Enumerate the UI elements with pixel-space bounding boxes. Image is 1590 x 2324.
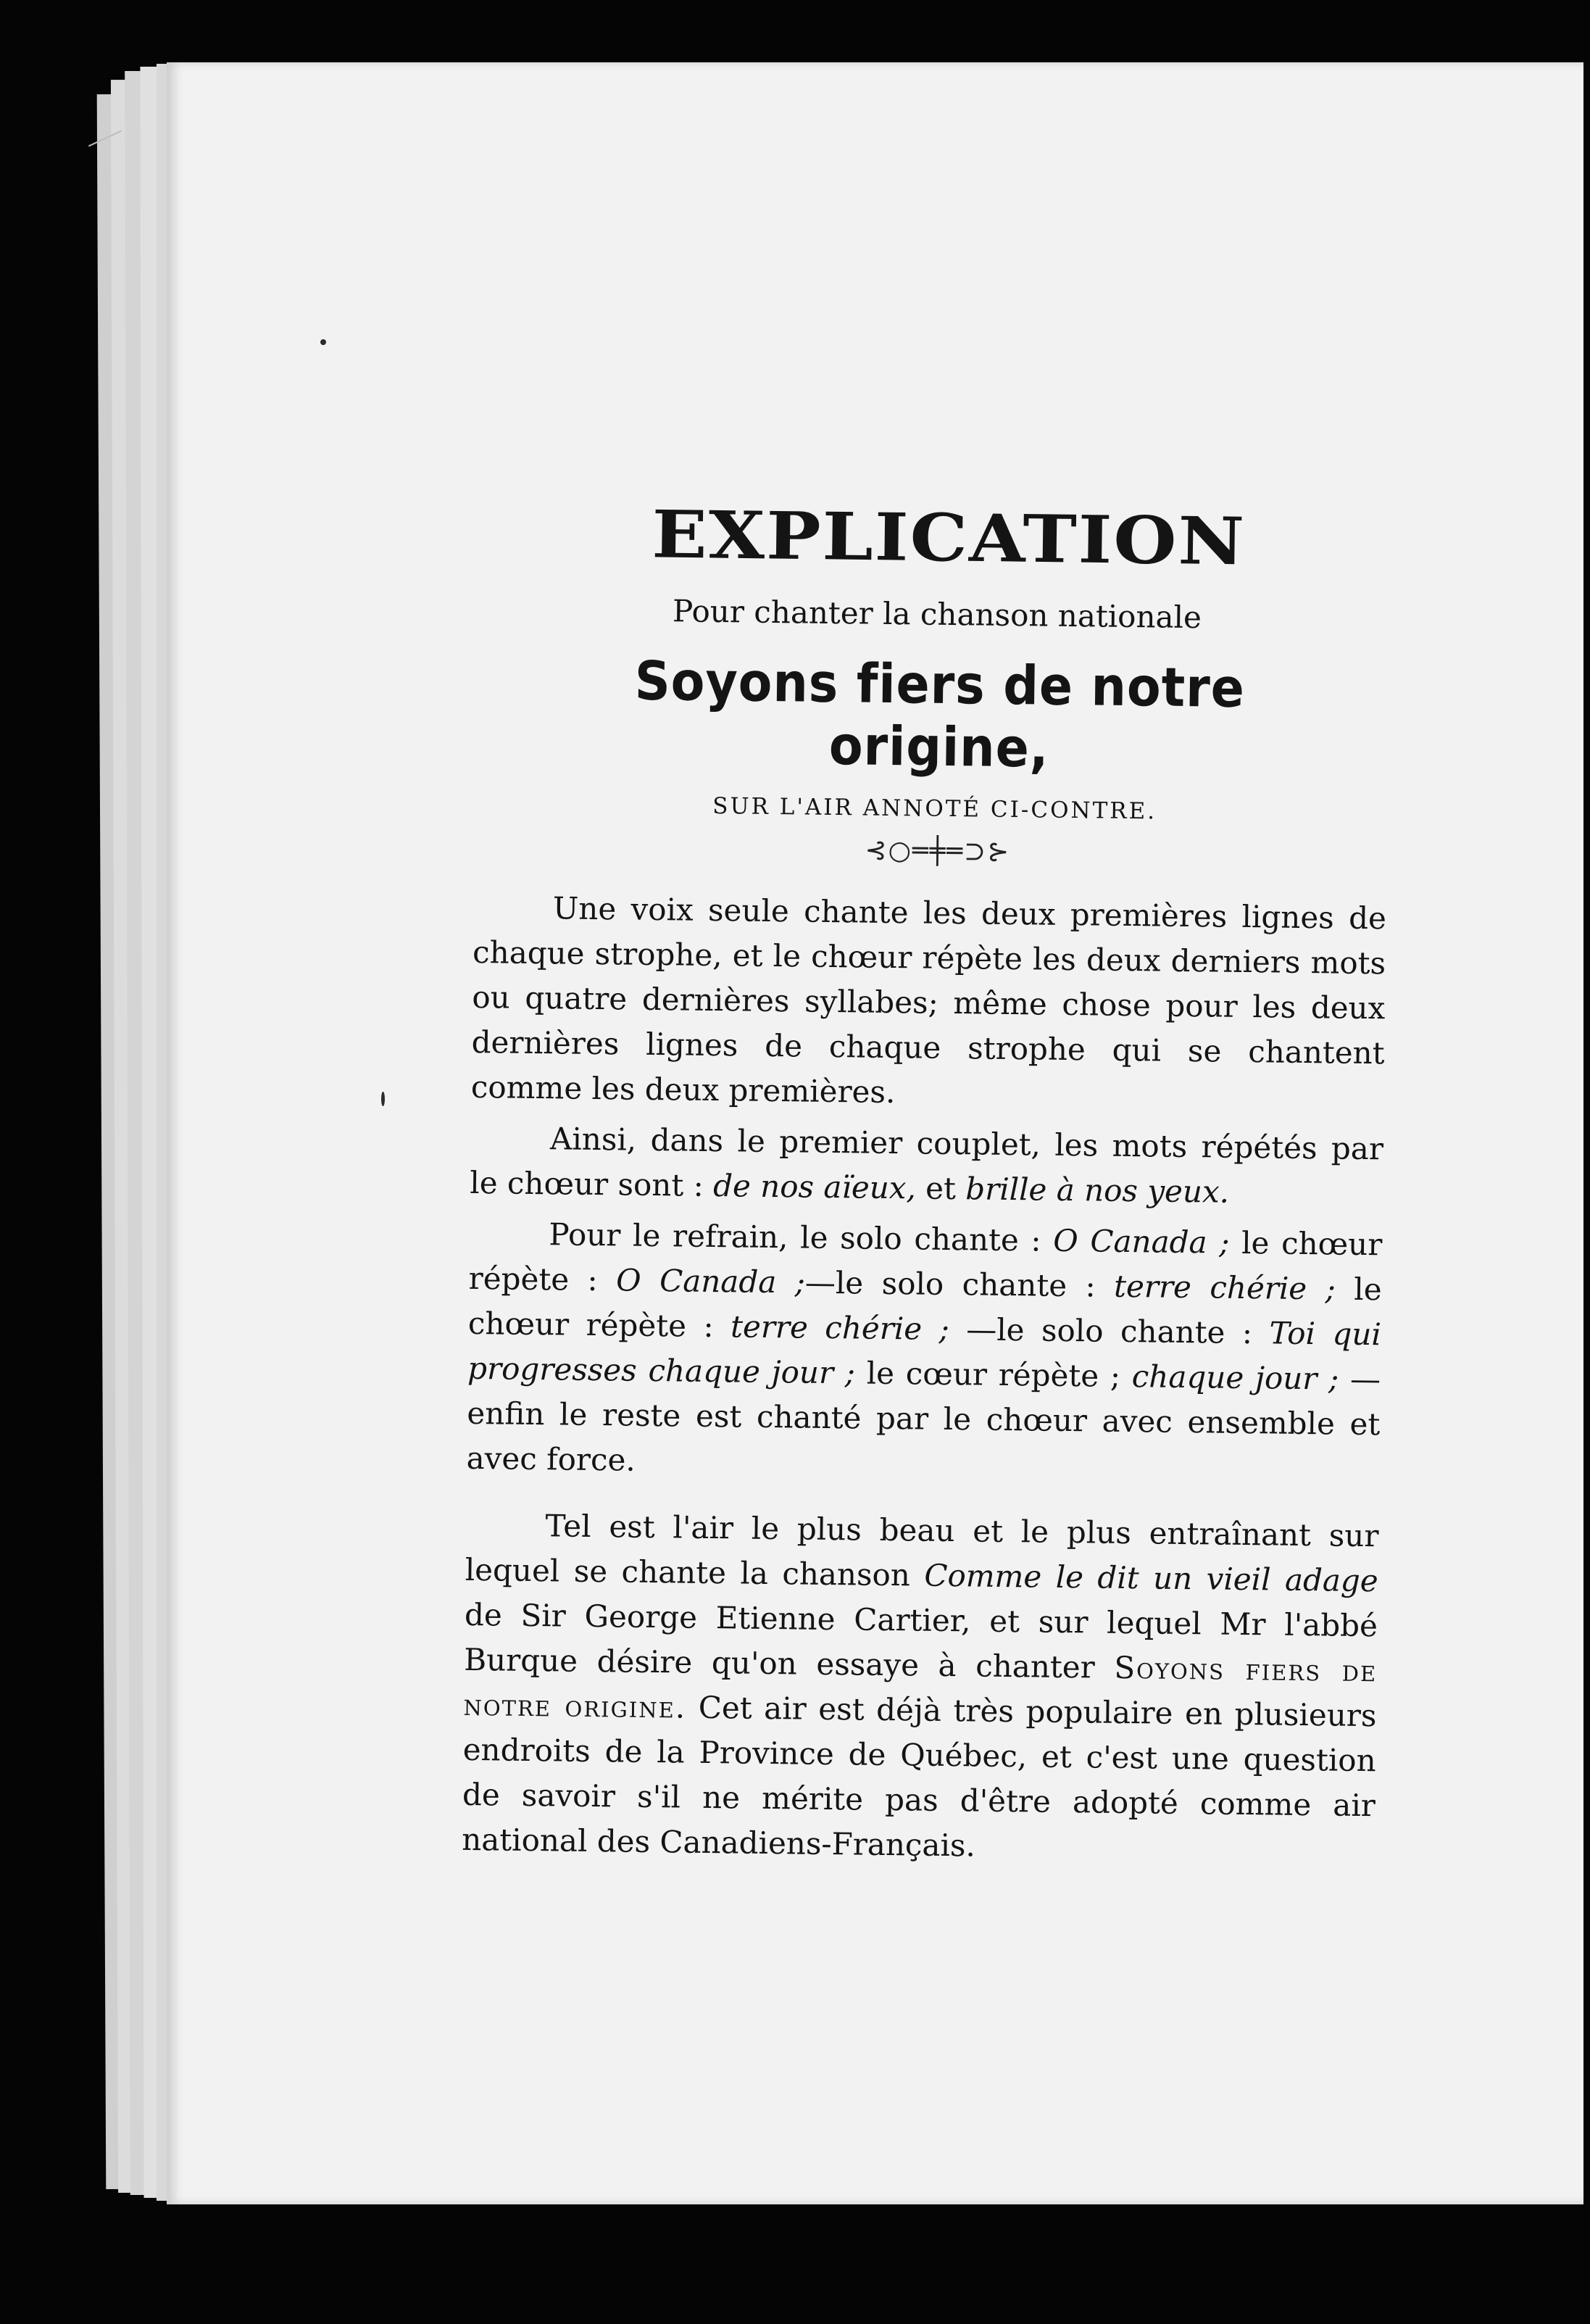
song-title: Soyons fiers de notre origine, [634,650,1246,780]
paragraph-3 [466,1211,1382,1492]
text-segment: brille à nos yeux. [965,1171,1230,1210]
text-segment: le cœur répète ; [854,1355,1133,1395]
text-segment: Soyons fiers de notre origine. [463,1649,1378,1725]
text-segment: de nos aïeux, [712,1168,917,1206]
paragraph-1 [471,885,1387,1121]
text-segment: O Canada ; [615,1262,806,1300]
text-segment: le chœur répète : [467,1271,1382,1345]
text-segment: terre chérie ; [1113,1268,1336,1307]
ornament-divider: ⊰○═╪═⊃⊱ [865,835,1011,868]
text-segment: —enfin le reste est chanté par le chœur avec ensemble et avec force. [466,1361,1381,1478]
paragraph-2 [470,1116,1383,1216]
paragraph-4 [462,1503,1379,1873]
text-segment: Tel est l'air le plus beau et le plus entraînant sur lequel se chante la chanson [465,1508,1379,1593]
text-segment: Cet air est déjà très populaire en plusieurs endroits de la Province de Québec, et c'est une question de savoir s'il ne mérite pas d'être adopté comme air national des Canadiens-Français. [461,1689,1377,1864]
text-segment: Comme le dit un vieil adage [924,1557,1379,1599]
text-segment: O Canada ; [1053,1222,1230,1261]
text-segment: —le solo chante : [804,1264,1115,1304]
document-content [462,489,1391,1879]
text-segment: Ainsi, dans le premier couplet, les mots répétés par le chœur sont : [470,1121,1384,1204]
text-segment: le chœur répète : [468,1224,1383,1298]
subtitle: Pour chanter la chanson nationale [672,593,1202,636]
page-title: EXPLICATION [651,495,1246,581]
text-segment: Une voix seule chante les deux premières lignes de chaque strophe, et le chœur répète les deux derniers mots ou quatre dernières syllabes; même chose pour les deux dernières lignes de chaque strophe qui se chantent comme les deux premières. [470,890,1387,1111]
air-line: SUR L'AIR ANNOTÉ CI-CONTRE. [712,792,1157,825]
text-segment: Toi qui progresses chaque jour ; [467,1315,1382,1391]
speck [381,1092,385,1106]
text-segment: —le solo chante : [949,1311,1270,1351]
text-segment: et [915,1170,966,1207]
text-segment: terre chérie ; [730,1308,950,1348]
text-segment: de Sir George Etienne Cartier, et sur lequel Mr l'abbé Burque désire qu'on essaye à chanter [463,1596,1378,1685]
speck [320,339,326,345]
text-segment: chaque jour ; [1131,1358,1339,1397]
text-segment: Pour le refrain, le solo chante : [549,1216,1054,1258]
